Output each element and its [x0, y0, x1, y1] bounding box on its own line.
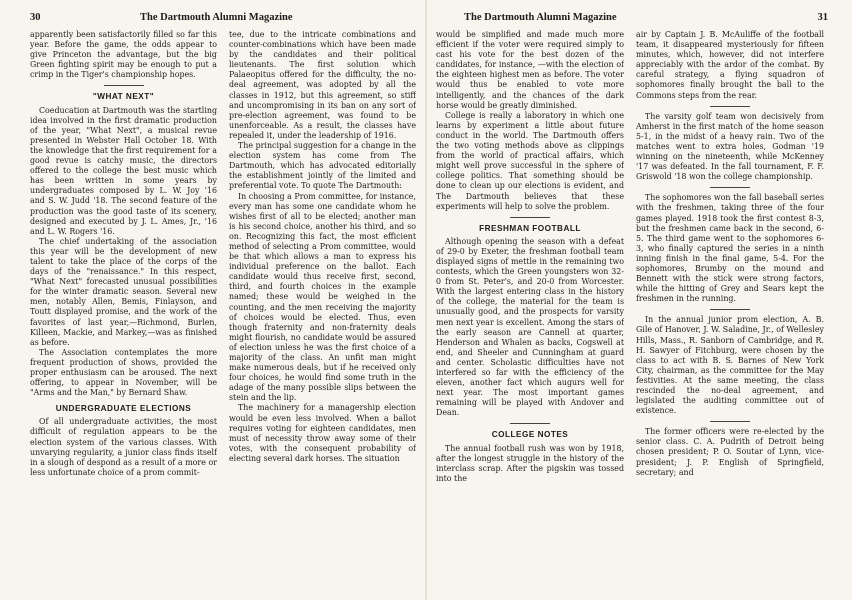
right-running-head	[436, 12, 828, 30]
paragraph: The principal suggestion for a change in the election system has come from The Dartmouth, which has advocated editorially the establishment jointly of the limited and preferential vote. To quote The Dartmouth:	[229, 141, 416, 191]
paragraph: In choosing a Prom committee, for instance, every man has some one candidate whom he wishes first of all to be elected; another man is his second choice, another his third, and so on. Recognizing this fact, the most efficient method of selecting a Prom committee, would be that which allows a man to express his individual preference on the ballot. Each candidate would thus receive first, second, third, and fourth choices in the example named; these would be weighed in the counting, and the men receiving the majority of choices would be elected. Thus, even though fraternity and non-fraternity deals might flourish, no candidate would be assured of election unless he was the first choice of a majority of the class. An unfit man might make numerous deals, but if he received only four choices, he would find some truth in the adage of the many possible slips between the stein and the lip.	[229, 191, 416, 403]
right-running-title: The Dartmouth Alumni Magazine	[464, 12, 617, 23]
section-divider	[510, 423, 550, 424]
left-column-2	[229, 30, 416, 600]
section-divider	[104, 85, 144, 86]
left-running-head	[30, 12, 416, 30]
paragraph: tee, due to the intricate combinations and counter-combinations which have been made by the candidates and their political lieutenants. The first solution which Palaeopitus offered for the difficulty, the no-deal agreement, was adopted by all the classes in 1912, but this agreement, so stiff and uncompromising in its ban on any sort of pre-election agreement, was found to be unenforceable. As a result, the classes have repealed it, under the leadership of 1916.	[229, 30, 416, 140]
paragraph: The former officers were re-elected by the senior class. C. A. Pudrith of Detroit being chosen president; P. O. Soutar of Lynn, vice-president; J. P. English of Springfield, secretary; and	[636, 427, 824, 477]
section-heading-what-next: "WHAT NEXT"	[92, 92, 155, 102]
paragraph: apparently been satisfactorily filled so far this year. Before the game, the odds appear to give Princeton the advantage, but the big Green fighting spirit may be enough to put a crimp in the Tiger's championship hopes.	[30, 30, 217, 80]
right-column-1	[436, 30, 624, 600]
left-page-number: 30	[30, 12, 41, 23]
section-divider	[710, 421, 750, 422]
paragraph: air by Captain J. B. McAuliffe of the football team, it disappeared mysteriously for fifteen minutes, which, however, did not interfere appreciably with the ardor of the combat. By careful strategy, a flying squadron of sophomores finally brought the ball to the Commons steps from the rear.	[636, 30, 824, 100]
section-heading-notes: COLLEGE NOTES	[491, 430, 569, 440]
paragraph: The sophomores won the fall baseball series with the freshmen, taking three of the four games played. 1918 took the first contest 8-3, but the freshmen came back in the second, 6-5. The third game went to the sophomores 6-3, who finally captured the series in a ninth inning finish in the final game, 5-4. For the sophomores, Brumby on the mound and Bennett with the stick were strong factors, while the hitting of Grey and Sears kept the freshmen in the running.	[636, 193, 824, 304]
section-divider	[710, 309, 750, 310]
paragraph: The varsity golf team won decisively from Amherst in the first match of the home season 5-1, in the midst of a heavy rain. Two of the matches went to extra holes, Godman '19 winning on the nineteenth, while McKenney '17 was defeated. In the fall tournament, F. F. Griswold '18 won the college championship.	[636, 111, 824, 182]
right-page	[426, 0, 852, 600]
paragraph: The chief undertaking of the association this year will be the development of new talent to take the place of the corps of the days of the "renaissance." In this respect, "What Next" forecasted unusual possibilities for the winter dramatic season. Several new men, notably Allen, Bemis, Finlayson, and Toutt displayed promise, and the work of the favorites of last year,—Richmond, Burlen, Killeen, Mackie, and Markey,—was as finished as before.	[30, 236, 217, 347]
paragraph: The machinery for a managership election would be even less involved. When a ballot requires voting for eighteen candidates, men must of necessity throw away some of their votes, with the consequent probability of electing several dark horses. The situation	[229, 403, 416, 463]
section-divider	[710, 106, 750, 107]
section-divider	[510, 217, 550, 218]
section-heading-elections: UNDERGRADUATE ELECTIONS	[55, 404, 192, 414]
paragraph: Coeducation at Dartmouth was the startling idea involved in the first dramatic production of the year, "What Next", a musical revue presented in Webster Hall October 18. With the knowledge that the first requirement for a good revue is catchy music, the directors offered to the college the best music which has been written in some years by undergraduates composed by L. W. Joy '16 and S. W. Judd '18. The second feature of the production was the good taste of its scenery, designed and executed by J. L. Ames, Jr., '16 and L. W. Rogers '16.	[30, 105, 217, 236]
left-column-1	[30, 30, 217, 600]
left-columns	[30, 30, 416, 600]
paragraph: would be simplified and made much more efficient if the voter were required simply to cast his vote for the best dozen of the candidates, for instance, —with the election of the eighteen highest men as before. The voter would thus be enabled to vote more intelligently, and the chances of the dark horse would be greatly diminished.	[436, 30, 624, 110]
paragraph: Of all undergraduate activities, the most difficult of regulation appears to be the election system of the various classes. With unvarying regularity, a junior class finds itself in a slough of despond as a result of a more or less unfortunate choice of a prom commit-	[30, 417, 217, 477]
paragraph: Although opening the season with a defeat of 29-0 by Exeter, the freshman football team displayed signs of mettle in the remaining two contests, which the Green youngsters won 32-0 from St. Peter's, and 20-0 from Worcester. With the largest entering class in the history of the college, the material for the team is unusually good, and the prospects for varsity men next year is excellent. Among the stars of the early season are Cannell at quarter, Henderson and Whalen as backs, Cogswell at end, and Sheeler and Cunningham at guard and center. Scholastic difficulties have not interfered so far with the efficiency of the eleven, another fact which augurs well for next year. The most important games remaining will be played with Andover and Dean.	[436, 236, 624, 418]
paragraph: The annual football rush was won by 1918, after the longest struggle in the history of the interclass scrap. After the pigskin was tossed into the	[436, 443, 624, 483]
section-heading-football: FRESHMAN FOOTBALL	[479, 223, 581, 233]
right-column-2	[636, 30, 824, 600]
right-page-number: 31	[817, 12, 828, 23]
paragraph: In the annual junior prom election, A. B. Gile of Hanover, J. W. Saladine, Jr., of Wellesley Hills, Mass., R. Sanborn of Cambridge, and R. H. Sawyer of Fitchburg, were chosen by the class to act with B. S. Barnes of New York City, chairman, as the committee for the May festivities. At the same meeting, the class rescinded the no-deal agreement, and legislated the auditing committee out of existence.	[636, 315, 824, 416]
left-running-title: The Dartmouth Alumni Magazine	[140, 12, 293, 23]
right-columns	[436, 30, 828, 600]
paragraph: College is really a laboratory in which one learns by experiment a little about future conduct in the world. The Dartmouth offers the two voting methods above as clippings from the world of practical affairs, which might well prove successful in the sphere of college politics. That something should be done to clean up our elections is evident, and The Dartmouth believes that these experiments will help to solve the problem.	[436, 110, 624, 211]
section-divider	[710, 187, 750, 188]
paragraph: The Association contemplates the more frequent production of shows, provided the proper enthusiasm can be aroused. The next offering, to appear in November, will be "Arms and the Man," by Bernard Shaw.	[30, 347, 217, 398]
